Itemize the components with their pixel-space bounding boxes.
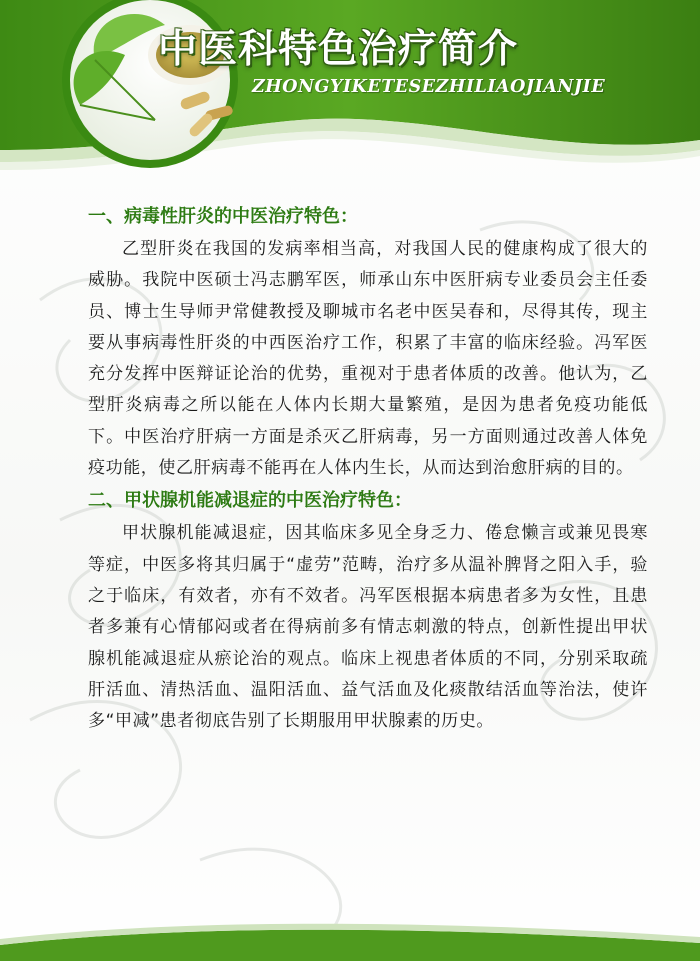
section-heading-hypothyroidism: 二、甲状腺机能减退症的中医治疗特色：	[88, 490, 412, 512]
content-area	[88, 200, 648, 737]
section-body-hepatitis: 乙型肝炎在我国的发病率相当高，对我国人民的健康构成了很大的威胁。我院中医硕士冯志鹏军医，师承山东中医肝病专业委员会主任委员、博士生导师尹常健教授及聊城市名老中医吴春和，尽得其传，现主要从事病毒性肝炎的中西医治疗工作，积累了丰富的临床经验。冯军医充分发挥中医辩证论治的优势，重视对于患者体质的改善。他认为，乙型肝炎病毒之所以能在人体内长期大量繁殖，是因为患者免疫功能低下。中医治疗肝病一方面是杀灭乙肝病毒，另一方面则通过改善人体免疫功能，使乙肝病毒不能再在人体内生长，从而达到治愈肝病的目的。	[88, 239, 648, 479]
page-subtitle: ZHONGYIKETESEZHILIAOJIANJIE	[252, 77, 606, 97]
section-body-hypothyroidism: 甲状腺机能减退症，因其临床多见全身乏力、倦怠懒言或兼见畏寒等症，中医多将其归属于“虚劳”范畴，治疗多从温补脾肾之阳入手，验之于临床，有效者，亦有不效者。冯军医根据本病患者多为女性，且患者多兼有心情郁闷或者在得病前多有情志刺激的特点，创新性提出甲状腺机能减退症从瘀论治的观点。临床上视患者体质的不同，分别采取疏肝活血、清热活血、温阳活血、益气活血及化痰散结活血等治法，使许多“甲减”患者彻底告别了长期服用甲状腺素的历史。	[88, 523, 648, 732]
footer-band	[0, 905, 700, 961]
page-title: 中医科特色治疗简介	[158, 26, 519, 72]
section-heading-hepatitis: 一、病毒性肝炎的中医治疗特色：	[88, 206, 358, 227]
